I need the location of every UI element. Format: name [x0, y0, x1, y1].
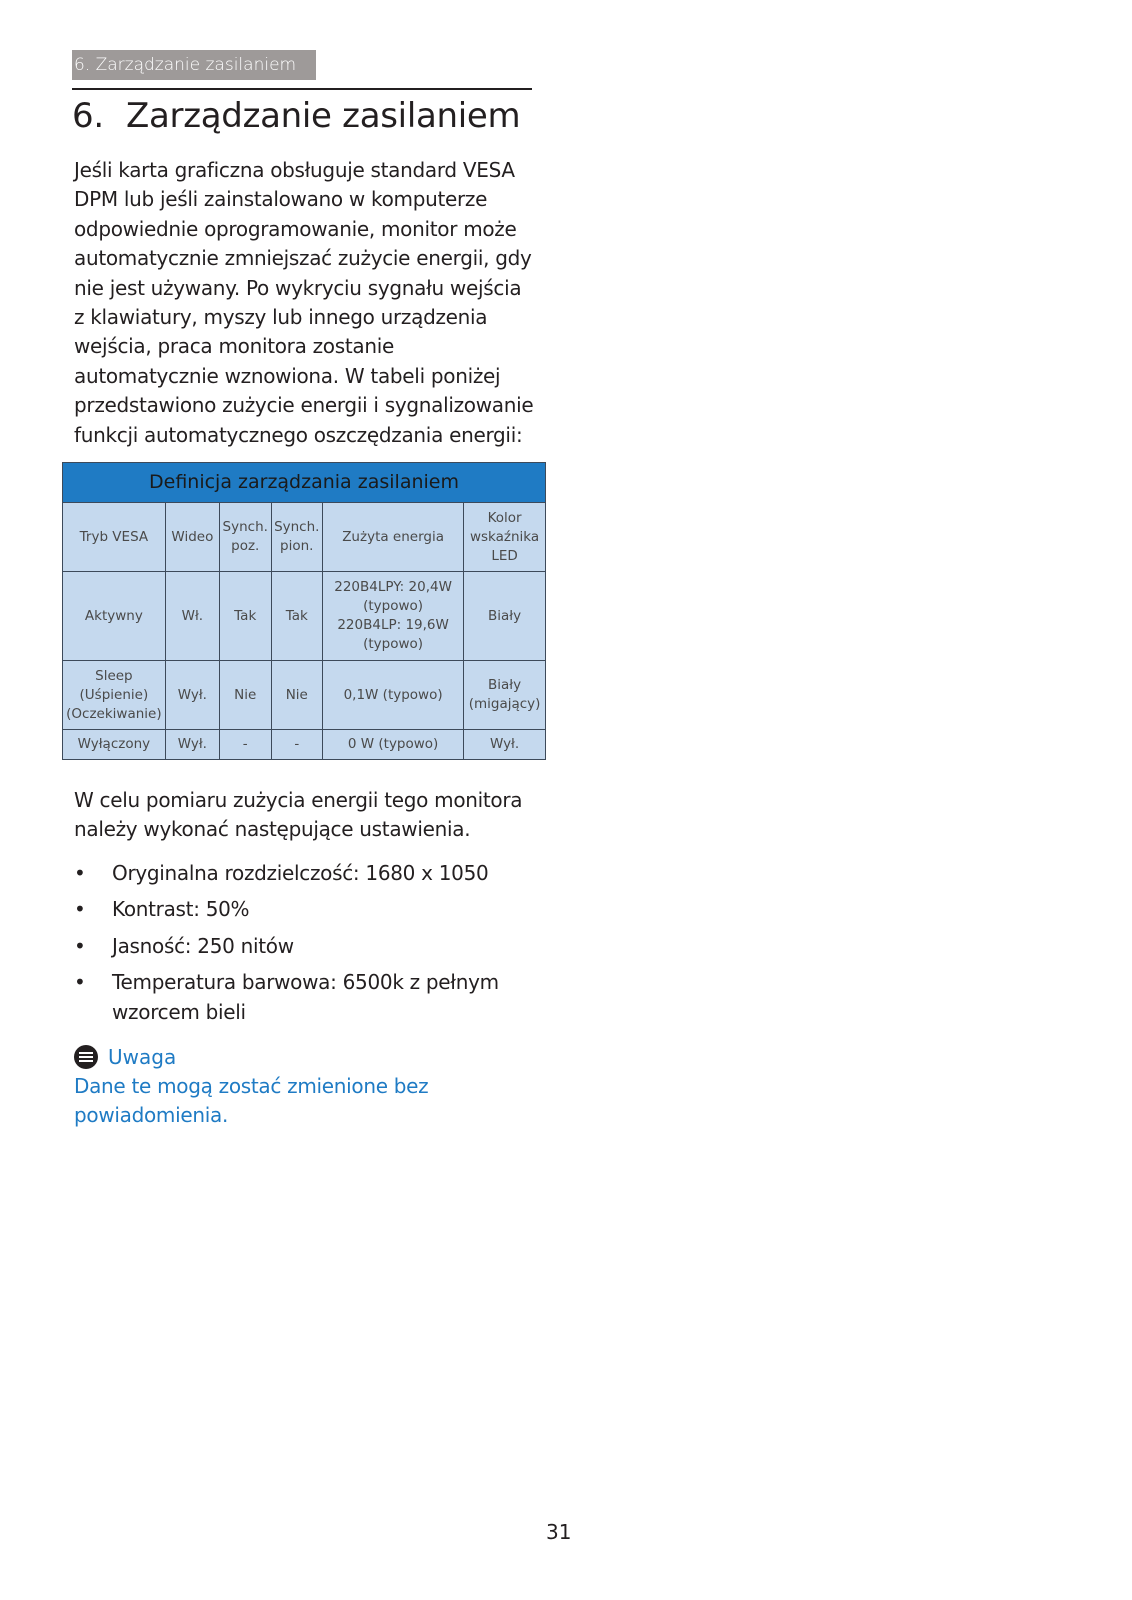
table-caption: Definicja zarządzania zasilaniem — [63, 463, 546, 503]
mode-line: (Oczekiwanie) — [66, 705, 162, 722]
list-item — [74, 968, 544, 1027]
title-number: 6. — [72, 96, 104, 136]
power-line: 220B4LPY: 20,4W — [334, 579, 452, 595]
list-item — [74, 895, 544, 924]
cell-power — [323, 572, 464, 661]
cell-led: Wył. — [464, 730, 546, 760]
table-header-row — [63, 503, 546, 572]
cell-hsync: - — [219, 730, 271, 760]
page-title — [72, 92, 520, 140]
cell-video: Wył. — [165, 661, 219, 730]
table-row — [63, 730, 546, 760]
measurement-paragraph: W celu pomiaru zużycia energii tego monitora należy wykonać następujące ustawienia. — [74, 788, 523, 842]
bullet: • — [74, 933, 86, 958]
led-line: Biały — [488, 677, 522, 693]
cell-vsync: - — [271, 730, 323, 760]
note-icon — [74, 1045, 98, 1069]
setting-text: Temperatura barwowa: 6500k z pełnym wzorcem bieli — [112, 970, 499, 1024]
title-text: Zarządzanie zasilaniem — [126, 96, 521, 136]
mode-line: (Uśpienie) — [79, 686, 149, 703]
table-row — [63, 661, 546, 730]
cell-hsync: Tak — [219, 572, 271, 661]
note-text: Dane te mogą zostać zmienione bez powiadomienia. — [74, 1074, 429, 1128]
cell-led: Biały — [464, 572, 546, 661]
cell-power: 0 W (typowo) — [323, 730, 464, 760]
mode-line: Sleep — [95, 667, 133, 684]
header-vsync: Synch. pion. — [271, 503, 323, 572]
setting-text: Jasność: 250 nitów — [112, 933, 294, 958]
cell-mode: Aktywny — [63, 572, 166, 661]
bullet: • — [74, 897, 86, 922]
cell-mode: Wyłączony — [63, 730, 166, 760]
header-power: Zużyta energia — [323, 503, 464, 572]
section-header-tab: 6. Zarządzanie zasilaniem — [72, 50, 316, 80]
power-management-table — [62, 462, 546, 760]
cell-video: Wył. — [165, 730, 219, 760]
cell-mode — [63, 661, 166, 730]
note-heading-text: Uwaga — [108, 1045, 177, 1069]
bullet: • — [74, 861, 86, 885]
cell-vsync: Tak — [271, 572, 323, 661]
table-row — [63, 572, 546, 661]
header-hsync: Synch. poz. — [219, 503, 271, 572]
note-heading — [74, 1043, 176, 1071]
cell-power: 0,1W (typowo) — [323, 661, 464, 730]
intro-paragraph: Jeśli karta graficzna obsługuje standard VESA DPM lub jeśli zainstalowano w komputerze odpowiednie oprogramowanie, monitor może automatycznie zmniejszać zużycie energii, gdy nie jest używany. Po wykryciu sygnału wejścia z klawiatury, myszy lub innego urządzenia wejścia, praca monitora zostanie automatycznie wznowiona. W tabeli poniżej przedstawiono zużycie energii i sygnalizowanie funkcji automatycznego oszczędzania energii: — [74, 158, 534, 447]
power-line: (typowo) — [363, 598, 424, 614]
list-item — [74, 932, 544, 961]
settings-list — [74, 859, 544, 1034]
setting-text: Kontrast: 50% — [112, 897, 250, 922]
header-video: Wideo — [165, 503, 219, 572]
power-line: (typowo) — [363, 636, 424, 652]
power-line: 220B4LP: 19,6W — [337, 617, 449, 633]
cell-video: Wł. — [165, 572, 219, 661]
cell-led — [464, 661, 546, 730]
cell-vsync: Nie — [271, 661, 323, 730]
cell-hsync: Nie — [219, 661, 271, 730]
led-line: (migający) — [468, 696, 541, 712]
bullet: • — [74, 970, 86, 995]
header-divider — [72, 88, 532, 90]
list-item — [74, 859, 544, 888]
header-vesa-mode: Tryb VESA — [63, 503, 166, 572]
header-led-color: Kolor wskaźnika LED — [464, 503, 546, 572]
setting-text: Oryginalna rozdzielczość: 1680 x 1050 — [112, 861, 489, 885]
page-number: 31 — [546, 1520, 572, 1544]
